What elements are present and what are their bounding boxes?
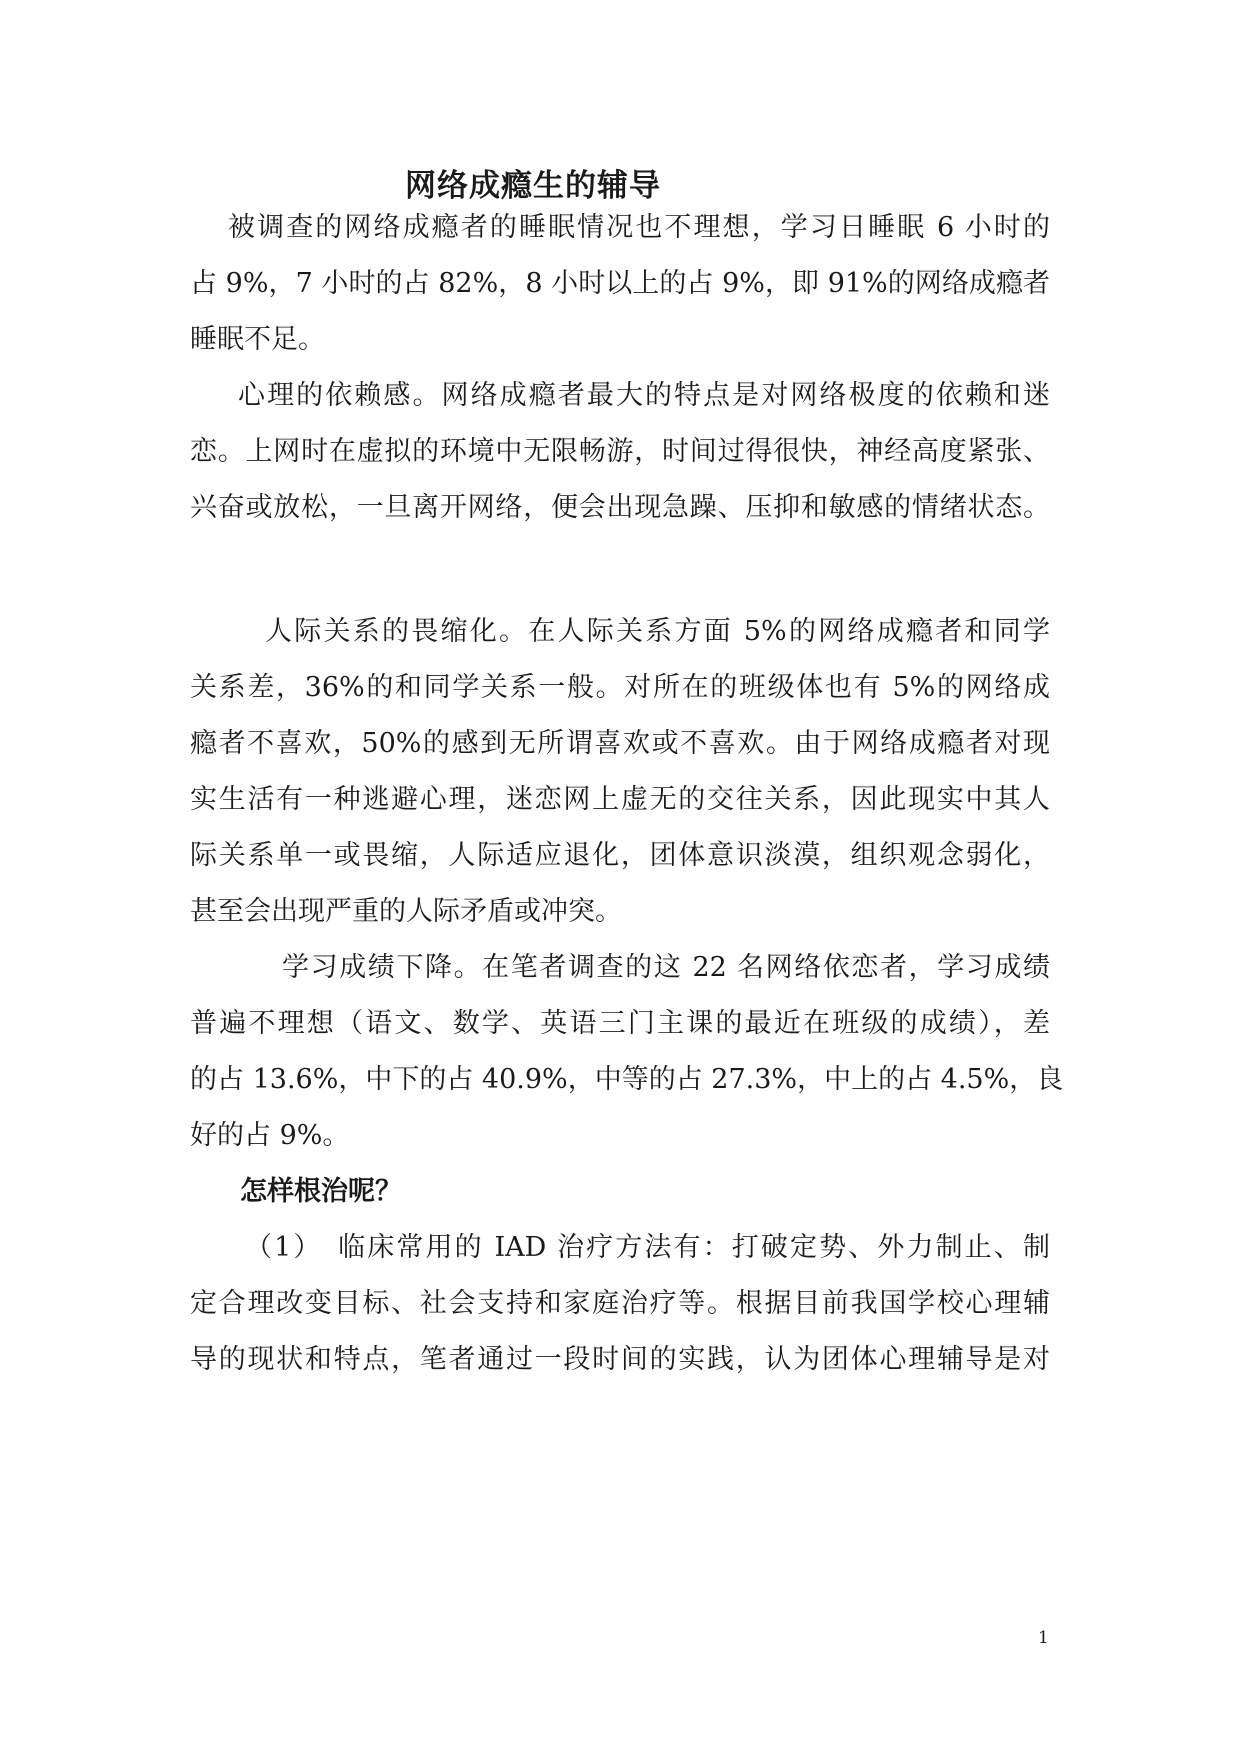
- page-number: 1: [1038, 1628, 1049, 1648]
- paragraph-line: 甚至会出现严重的人际矛盾或冲突。: [190, 896, 622, 927]
- paragraph-line: 定合理改变目标、社会支持和家庭治疗等。根据目前我国学校心理辅: [190, 1288, 1050, 1319]
- page-title: 网络成瘾生的辅导: [405, 168, 661, 204]
- paragraph-line: 占 9%，7 小时的占 82%，8 小时以上的占 9%，即 91%的网络成瘾者: [190, 268, 1050, 299]
- paragraph-line: 的占 13.6%，中下的占 40.9%，中等的占 27.3%，中上的占 4.5%，良: [190, 1064, 1064, 1095]
- paragraph-line: 导的现状和特点，笔者通过一段时间的实践，认为团体心理辅导是对: [190, 1344, 1050, 1375]
- paragraph-line: 好的占 9%。: [190, 1120, 350, 1151]
- paragraph-line: 被调查的网络成瘾者的睡眠情况也不理想，学习日睡眠 6 小时的: [228, 212, 1050, 243]
- paragraph-line: 普遍不理想（语文、数学、英语三门主课的最近在班级的成绩），差: [190, 1008, 1050, 1039]
- paragraph-line: 心理的依赖感。网络成瘾者最大的特点是对网络极度的依赖和迷: [238, 380, 1050, 411]
- section-heading: 怎样根治呢？: [240, 1176, 402, 1207]
- paragraph-line: 学习成绩下降。在笔者调查的这 22 名网络依恋者，学习成绩: [282, 952, 1050, 983]
- paragraph-line: 实生活有一种逃避心理，迷恋网上虚无的交往关系，因此现实中其人: [190, 784, 1050, 815]
- paragraph-line: 际关系单一或畏缩，人际适应退化，团体意识淡漠，组织观念弱化，: [190, 840, 1050, 871]
- paragraph-line: 恋。上网时在虚拟的环境中无限畅游，时间过得很快，神经高度紧张、: [190, 436, 1050, 467]
- paragraph-line: 瘾者不喜欢，50%的感到无所谓喜欢或不喜欢。由于网络成瘾者对现: [190, 728, 1050, 759]
- paragraph-line: 人际关系的畏缩化。在人际关系方面 5%的网络成瘾者和同学: [265, 616, 1050, 647]
- paragraph-line: 关系差，36%的和同学关系一般。对所在的班级体也有 5%的网络成: [190, 672, 1050, 703]
- paragraph-line: 兴奋或放松，一旦离开网络，便会出现急躁、压抑和敏感的情绪状态。: [190, 492, 1050, 523]
- paragraph-line: 睡眠不足。: [190, 324, 325, 355]
- paragraph-line: （1） 临床常用的 IAD 治疗方法有：打破定势、外力制止、制: [245, 1232, 1050, 1263]
